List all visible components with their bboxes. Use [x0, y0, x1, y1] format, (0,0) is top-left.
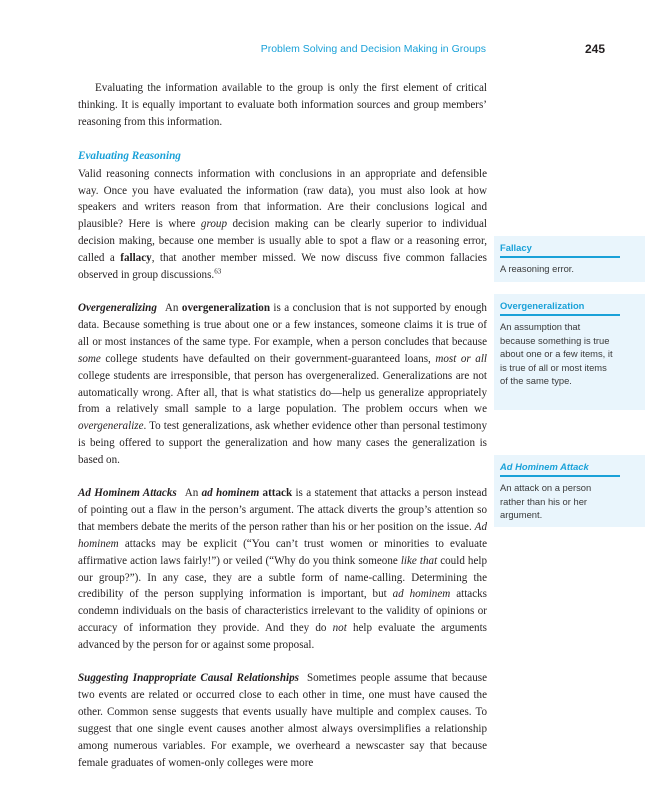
glossary-box-overgeneralization — [494, 294, 645, 410]
section-heading: Evaluating Reasoning — [78, 149, 181, 162]
run-in-head-ad-hominem: Ad Hominem Attacks — [78, 487, 177, 500]
overgeneralizing-paragraph: Overgeneralizing An overgeneralization is a conclusion that is not supported by enough data. Because something is true about one or a few instances, someone claims it is true of all or most instances of the same type. For example, when a person concludes that because some college students have defaulted on their government-guaranteed loans, most or all college students are irresponsible, that person has overgeneralized. Generalizations are not automatically wrong. After all, that is what statistics do—help us generalize appropriately from a relatively small sample to a large population. The problem occurs when we overgeneralize. To test generalizations, ask whether evidence other than personal testimony is being offered to support the generalization and how many cases the generalization is based on. — [78, 301, 487, 467]
reasoning-paragraph: Valid reasoning connects information with conclusions in an appropriate and defensible way. Once you have evaluated the information (raw data), you must also look at how speakers and writers reason from that information. Are their conclusions logical and plausible? Here is where group decision making can be clearly superior to individual decision making, because one member is usually able to spot a flaw or a reasoning error, called a fallacy, that another member missed. We now discuss five common fallacies observed in group discussions.$^{63}$ — [78, 167, 487, 282]
glossary-box-ad-hominem — [494, 455, 645, 527]
ad-hominem-paragraph: Ad Hominem Attacks An ad hominem attack is a statement that attacks a person instead of pointing out a flaw in the person’s argument. The attack diverts the group’s attention so that members debate the merits of the person rather than his or her position on the issue. Ad hominem attacks may be explicit (“You can’t trust women or minorities to evaluate affirmative action laws fairly!”) or veiled (“Why do you think someone like that could help our group?”). In any case, they are a subtle form of name-calling. Determining the credibility of the person supplying information is important, but ad hominem attacks condemn individuals on the basis of characteristics irrelevant to the validity of opinions or accuracy of information they provide. And they do not help evaluate the arguments advanced by the person for or against some proposal. — [78, 487, 488, 652]
emphasis-group: group — [200, 218, 227, 231]
glossary-definition: An attack on a person rather than his or her argument. — [500, 482, 592, 520]
main-text-column — [78, 80, 487, 772]
term-overgeneralization: overgeneralization — [181, 301, 270, 314]
glossary-box-fallacy — [494, 236, 645, 282]
glossary-term: Overgeneralization — [500, 300, 620, 316]
endnote-ref: 63 — [214, 267, 222, 276]
running-header-title: Problem Solving and Decision Making in Groups — [260, 43, 486, 55]
run-in-head-overgeneralizing: Overgeneralizing — [78, 301, 157, 314]
glossary-term: Ad Hominem Attack — [500, 461, 620, 477]
term-ad-hominem: ad hominem — [201, 487, 260, 500]
glossary-definition: An assumption that because something is true about one or a few items, it is true of all or most items of the same type. — [500, 321, 613, 386]
glossary-definition: A reasoning error. — [500, 263, 575, 274]
page-number: 245 — [584, 42, 605, 56]
causal-paragraph: Suggesting Inappropriate Causal Relationships Sometimes people assume that because two events are related or occurred close to each other in time, one must have caused the other. Common sense suggests that events usually have multiple and complex causes. To suggest that one single event causes another almost always oversimplifies a relationship among numerous variables. For example, we overheard a newscaster say that because female graduates of women-only colleges were more — [78, 672, 487, 769]
term-fallacy: fallacy — [120, 252, 152, 265]
intro-paragraph: Evaluating the information available to the group is only the first element of critical thinking. It is equally important to evaluate both information sources and group members’ reasoning from this information. — [78, 82, 487, 128]
run-in-head-causal: Suggesting Inappropriate Causal Relationships — [78, 672, 299, 685]
glossary-term: Fallacy — [500, 242, 620, 258]
